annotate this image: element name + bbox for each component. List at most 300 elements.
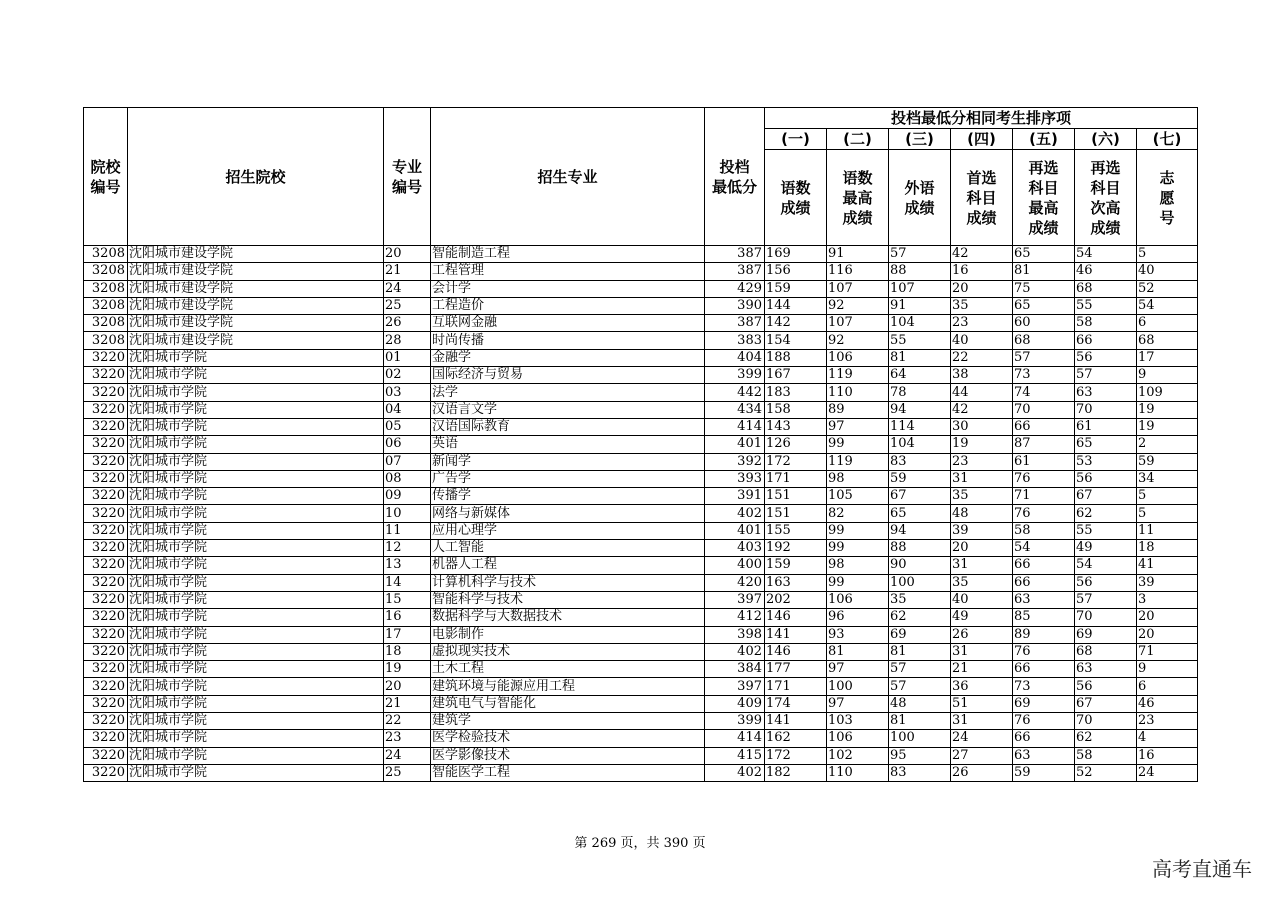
cell-score-2: 102 bbox=[827, 747, 889, 764]
cell-score-6: 56 bbox=[1075, 678, 1137, 695]
cell-score-1: 177 bbox=[765, 661, 827, 678]
cell-score-2: 110 bbox=[827, 384, 889, 401]
cell-major-code: 17 bbox=[384, 626, 431, 643]
cell-major-code: 16 bbox=[384, 609, 431, 626]
cell-school-code: 3220 bbox=[84, 591, 128, 608]
cell-score-6: 68 bbox=[1075, 280, 1137, 297]
cell-score-6: 67 bbox=[1075, 695, 1137, 712]
cell-score-6: 63 bbox=[1075, 384, 1137, 401]
header-sub-num: (三) bbox=[889, 129, 951, 150]
cell-score-1: 155 bbox=[765, 522, 827, 539]
cell-major-code: 08 bbox=[384, 470, 431, 487]
cell-min-score: 414 bbox=[705, 418, 765, 435]
table-row bbox=[84, 436, 1198, 453]
cell-min-score: 403 bbox=[705, 540, 765, 557]
cell-major-name: 互联网金融 bbox=[431, 315, 705, 332]
cell-school-code: 3220 bbox=[84, 505, 128, 522]
cell-score-4: 44 bbox=[951, 384, 1013, 401]
cell-major-code: 01 bbox=[384, 349, 431, 366]
cell-score-7: 19 bbox=[1137, 401, 1198, 418]
cell-score-5: 81 bbox=[1013, 263, 1075, 280]
cell-score-6: 67 bbox=[1075, 488, 1137, 505]
cell-score-3: 104 bbox=[889, 315, 951, 332]
table-row bbox=[84, 574, 1198, 591]
cell-major-name: 计算机科学与技术 bbox=[431, 574, 705, 591]
cell-score-6: 68 bbox=[1075, 643, 1137, 660]
cell-score-4: 23 bbox=[951, 315, 1013, 332]
cell-major-code: 10 bbox=[384, 505, 431, 522]
cell-score-3: 64 bbox=[889, 367, 951, 384]
cell-major-name: 建筑学 bbox=[431, 713, 705, 730]
cell-score-6: 63 bbox=[1075, 661, 1137, 678]
cell-min-score: 415 bbox=[705, 747, 765, 764]
cell-score-7: 23 bbox=[1137, 713, 1198, 730]
cell-school-name: 沈阳城市学院 bbox=[128, 418, 384, 435]
cell-min-score: 442 bbox=[705, 384, 765, 401]
cell-school-name: 沈阳城市学院 bbox=[128, 678, 384, 695]
cell-school-code: 3220 bbox=[84, 470, 128, 487]
cell-score-3: 95 bbox=[889, 747, 951, 764]
cell-score-3: 94 bbox=[889, 401, 951, 418]
cell-major-code: 07 bbox=[384, 453, 431, 470]
cell-score-7: 17 bbox=[1137, 349, 1198, 366]
cell-score-4: 26 bbox=[951, 626, 1013, 643]
cell-min-score: 409 bbox=[705, 695, 765, 712]
cell-score-4: 27 bbox=[951, 747, 1013, 764]
table-row bbox=[84, 315, 1198, 332]
cell-score-6: 70 bbox=[1075, 609, 1137, 626]
cell-score-4: 40 bbox=[951, 332, 1013, 349]
cell-major-code: 21 bbox=[384, 695, 431, 712]
cell-score-4: 31 bbox=[951, 643, 1013, 660]
cell-score-3: 35 bbox=[889, 591, 951, 608]
cell-school-code: 3208 bbox=[84, 332, 128, 349]
header-major-name: 招生专业 bbox=[431, 108, 705, 246]
cell-school-code: 3220 bbox=[84, 488, 128, 505]
cell-school-code: 3208 bbox=[84, 297, 128, 314]
cell-score-3: 48 bbox=[889, 695, 951, 712]
cell-major-name: 虚拟现实技术 bbox=[431, 643, 705, 660]
cell-min-score: 414 bbox=[705, 730, 765, 747]
table-row bbox=[84, 713, 1198, 730]
cell-score-7: 3 bbox=[1137, 591, 1198, 608]
cell-score-1: 188 bbox=[765, 349, 827, 366]
cell-score-4: 19 bbox=[951, 436, 1013, 453]
cell-score-3: 59 bbox=[889, 470, 951, 487]
cell-score-7: 71 bbox=[1137, 643, 1198, 660]
cell-score-1: 159 bbox=[765, 280, 827, 297]
table-row bbox=[84, 246, 1198, 263]
cell-score-2: 99 bbox=[827, 540, 889, 557]
cell-score-1: 162 bbox=[765, 730, 827, 747]
cell-score-6: 53 bbox=[1075, 453, 1137, 470]
cell-score-4: 16 bbox=[951, 263, 1013, 280]
cell-score-1: 172 bbox=[765, 747, 827, 764]
cell-score-1: 146 bbox=[765, 609, 827, 626]
cell-score-4: 20 bbox=[951, 540, 1013, 557]
cell-school-code: 3220 bbox=[84, 574, 128, 591]
cell-score-6: 52 bbox=[1075, 764, 1137, 781]
cell-score-5: 76 bbox=[1013, 505, 1075, 522]
cell-score-5: 75 bbox=[1013, 280, 1075, 297]
cell-min-score: 393 bbox=[705, 470, 765, 487]
cell-major-code: 24 bbox=[384, 280, 431, 297]
cell-score-4: 40 bbox=[951, 591, 1013, 608]
cell-school-name: 沈阳城市学院 bbox=[128, 557, 384, 574]
cell-major-name: 会计学 bbox=[431, 280, 705, 297]
cell-score-2: 119 bbox=[827, 453, 889, 470]
cell-score-7: 6 bbox=[1137, 678, 1198, 695]
cell-score-6: 56 bbox=[1075, 470, 1137, 487]
table-row bbox=[84, 297, 1198, 314]
cell-major-name: 时尚传播 bbox=[431, 332, 705, 349]
cell-score-3: 65 bbox=[889, 505, 951, 522]
cell-min-score: 412 bbox=[705, 609, 765, 626]
cell-major-code: 21 bbox=[384, 263, 431, 280]
cell-min-score: 420 bbox=[705, 574, 765, 591]
cell-score-5: 61 bbox=[1013, 453, 1075, 470]
cell-school-name: 沈阳城市学院 bbox=[128, 522, 384, 539]
cell-score-5: 58 bbox=[1013, 522, 1075, 539]
cell-major-code: 04 bbox=[384, 401, 431, 418]
cell-score-7: 20 bbox=[1137, 626, 1198, 643]
cell-score-1: 158 bbox=[765, 401, 827, 418]
table-row bbox=[84, 678, 1198, 695]
cell-score-3: 83 bbox=[889, 453, 951, 470]
cell-school-code: 3208 bbox=[84, 280, 128, 297]
cell-score-4: 31 bbox=[951, 470, 1013, 487]
header-sub-num: (二) bbox=[827, 129, 889, 150]
cell-score-3: 81 bbox=[889, 349, 951, 366]
cell-major-code: 14 bbox=[384, 574, 431, 591]
cell-score-2: 107 bbox=[827, 280, 889, 297]
cell-major-name: 电影制作 bbox=[431, 626, 705, 643]
cell-score-6: 54 bbox=[1075, 246, 1137, 263]
header-sub-label: 再选 科目 次高 成绩 bbox=[1075, 150, 1137, 246]
cell-score-6: 69 bbox=[1075, 626, 1137, 643]
cell-school-code: 3220 bbox=[84, 747, 128, 764]
table-row bbox=[84, 367, 1198, 384]
cell-major-name: 工程管理 bbox=[431, 263, 705, 280]
header-sub-label: 语数 最高 成绩 bbox=[827, 150, 889, 246]
cell-min-score: 402 bbox=[705, 505, 765, 522]
cell-score-4: 31 bbox=[951, 557, 1013, 574]
cell-score-7: 2 bbox=[1137, 436, 1198, 453]
cell-score-3: 114 bbox=[889, 418, 951, 435]
cell-major-code: 13 bbox=[384, 557, 431, 574]
cell-min-score: 400 bbox=[705, 557, 765, 574]
cell-school-code: 3220 bbox=[84, 436, 128, 453]
cell-score-3: 104 bbox=[889, 436, 951, 453]
cell-school-name: 沈阳城市学院 bbox=[128, 540, 384, 557]
cell-score-7: 39 bbox=[1137, 574, 1198, 591]
cell-score-1: 154 bbox=[765, 332, 827, 349]
cell-score-1: 182 bbox=[765, 764, 827, 781]
cell-score-3: 78 bbox=[889, 384, 951, 401]
cell-score-1: 143 bbox=[765, 418, 827, 435]
table-row bbox=[84, 349, 1198, 366]
cell-major-code: 12 bbox=[384, 540, 431, 557]
cell-score-7: 5 bbox=[1137, 488, 1198, 505]
header-sub-num: (一) bbox=[765, 129, 827, 150]
cell-score-6: 57 bbox=[1075, 591, 1137, 608]
cell-min-score: 401 bbox=[705, 522, 765, 539]
cell-school-code: 3220 bbox=[84, 367, 128, 384]
cell-score-6: 55 bbox=[1075, 297, 1137, 314]
cell-score-2: 103 bbox=[827, 713, 889, 730]
cell-score-4: 51 bbox=[951, 695, 1013, 712]
table-row bbox=[84, 280, 1198, 297]
cell-major-code: 03 bbox=[384, 384, 431, 401]
cell-score-3: 94 bbox=[889, 522, 951, 539]
cell-score-3: 67 bbox=[889, 488, 951, 505]
cell-score-5: 54 bbox=[1013, 540, 1075, 557]
header-min-score: 投档 最低分 bbox=[705, 108, 765, 246]
cell-score-7: 46 bbox=[1137, 695, 1198, 712]
cell-score-4: 38 bbox=[951, 367, 1013, 384]
cell-score-2: 116 bbox=[827, 263, 889, 280]
table-header bbox=[84, 108, 1198, 246]
cell-score-2: 106 bbox=[827, 730, 889, 747]
cell-score-6: 70 bbox=[1075, 713, 1137, 730]
cell-score-2: 106 bbox=[827, 591, 889, 608]
header-school-name: 招生院校 bbox=[128, 108, 384, 246]
cell-school-name: 沈阳城市建设学院 bbox=[128, 315, 384, 332]
cell-major-name: 汉语国际教育 bbox=[431, 418, 705, 435]
cell-score-4: 35 bbox=[951, 488, 1013, 505]
cell-score-7: 18 bbox=[1137, 540, 1198, 557]
cell-score-1: 151 bbox=[765, 488, 827, 505]
cell-school-name: 沈阳城市学院 bbox=[128, 384, 384, 401]
cell-school-name: 沈阳城市建设学院 bbox=[128, 332, 384, 349]
cell-min-score: 387 bbox=[705, 315, 765, 332]
cell-score-2: 110 bbox=[827, 764, 889, 781]
cell-score-3: 55 bbox=[889, 332, 951, 349]
cell-school-code: 3220 bbox=[84, 557, 128, 574]
header-sub-label: 外语 成绩 bbox=[889, 150, 951, 246]
cell-score-5: 70 bbox=[1013, 401, 1075, 418]
cell-score-3: 88 bbox=[889, 263, 951, 280]
table-row bbox=[84, 453, 1198, 470]
cell-major-name: 土木工程 bbox=[431, 661, 705, 678]
cell-school-code: 3220 bbox=[84, 730, 128, 747]
cell-major-name: 金融学 bbox=[431, 349, 705, 366]
cell-score-1: 171 bbox=[765, 470, 827, 487]
table-row bbox=[84, 591, 1198, 608]
cell-school-code: 3220 bbox=[84, 678, 128, 695]
cell-score-5: 69 bbox=[1013, 695, 1075, 712]
cell-school-code: 3220 bbox=[84, 453, 128, 470]
cell-major-name: 网络与新媒体 bbox=[431, 505, 705, 522]
page-footer: 第 269 页，共 390 页 bbox=[574, 836, 706, 851]
cell-score-5: 66 bbox=[1013, 418, 1075, 435]
cell-score-6: 56 bbox=[1075, 349, 1137, 366]
cell-major-code: 15 bbox=[384, 591, 431, 608]
cell-score-7: 24 bbox=[1137, 764, 1198, 781]
cell-score-4: 49 bbox=[951, 609, 1013, 626]
header-sub-num: (六) bbox=[1075, 129, 1137, 150]
cell-score-7: 109 bbox=[1137, 384, 1198, 401]
cell-major-name: 新闻学 bbox=[431, 453, 705, 470]
cell-score-6: 62 bbox=[1075, 730, 1137, 747]
cell-score-5: 73 bbox=[1013, 367, 1075, 384]
cell-score-5: 57 bbox=[1013, 349, 1075, 366]
cell-school-name: 沈阳城市学院 bbox=[128, 436, 384, 453]
cell-school-name: 沈阳城市学院 bbox=[128, 591, 384, 608]
cell-school-name: 沈阳城市建设学院 bbox=[128, 263, 384, 280]
cell-score-1: 192 bbox=[765, 540, 827, 557]
watermark-text: 高考直通车 bbox=[1152, 857, 1252, 881]
cell-major-code: 19 bbox=[384, 661, 431, 678]
cell-score-4: 31 bbox=[951, 713, 1013, 730]
cell-major-code: 09 bbox=[384, 488, 431, 505]
cell-score-7: 4 bbox=[1137, 730, 1198, 747]
cell-score-3: 57 bbox=[889, 246, 951, 263]
cell-score-2: 97 bbox=[827, 418, 889, 435]
cell-score-2: 99 bbox=[827, 522, 889, 539]
cell-major-name: 医学影像技术 bbox=[431, 747, 705, 764]
cell-score-6: 70 bbox=[1075, 401, 1137, 418]
cell-score-4: 26 bbox=[951, 764, 1013, 781]
table-row bbox=[84, 643, 1198, 660]
cell-score-1: 172 bbox=[765, 453, 827, 470]
cell-school-code: 3208 bbox=[84, 315, 128, 332]
cell-major-code: 02 bbox=[384, 367, 431, 384]
cell-major-code: 05 bbox=[384, 418, 431, 435]
cell-school-code: 3220 bbox=[84, 764, 128, 781]
table-row bbox=[84, 764, 1198, 781]
cell-score-1: 141 bbox=[765, 626, 827, 643]
cell-score-6: 65 bbox=[1075, 436, 1137, 453]
cell-school-name: 沈阳城市学院 bbox=[128, 661, 384, 678]
cell-score-7: 6 bbox=[1137, 315, 1198, 332]
cell-school-name: 沈阳城市学院 bbox=[128, 609, 384, 626]
cell-school-code: 3220 bbox=[84, 661, 128, 678]
cell-score-5: 74 bbox=[1013, 384, 1075, 401]
cell-school-name: 沈阳城市学院 bbox=[128, 349, 384, 366]
header-school-code: 院校 编号 bbox=[84, 108, 128, 246]
cell-major-name: 汉语言文学 bbox=[431, 401, 705, 418]
cell-score-1: 171 bbox=[765, 678, 827, 695]
cell-score-5: 65 bbox=[1013, 297, 1075, 314]
cell-score-4: 30 bbox=[951, 418, 1013, 435]
table-body bbox=[84, 246, 1198, 782]
cell-score-1: 151 bbox=[765, 505, 827, 522]
cell-score-3: 91 bbox=[889, 297, 951, 314]
cell-score-6: 57 bbox=[1075, 367, 1137, 384]
cell-major-code: 06 bbox=[384, 436, 431, 453]
cell-major-name: 智能制造工程 bbox=[431, 246, 705, 263]
cell-min-score: 384 bbox=[705, 661, 765, 678]
cell-major-name: 广告学 bbox=[431, 470, 705, 487]
cell-score-4: 42 bbox=[951, 246, 1013, 263]
cell-major-name: 智能医学工程 bbox=[431, 764, 705, 781]
cell-score-5: 60 bbox=[1013, 315, 1075, 332]
cell-score-2: 99 bbox=[827, 436, 889, 453]
header-sub-label: 志 愿 号 bbox=[1137, 150, 1198, 246]
cell-score-4: 35 bbox=[951, 574, 1013, 591]
table-row bbox=[84, 540, 1198, 557]
cell-school-code: 3220 bbox=[84, 384, 128, 401]
cell-min-score: 401 bbox=[705, 436, 765, 453]
cell-score-2: 91 bbox=[827, 246, 889, 263]
cell-score-5: 89 bbox=[1013, 626, 1075, 643]
cell-major-code: 23 bbox=[384, 730, 431, 747]
cell-score-3: 88 bbox=[889, 540, 951, 557]
cell-school-code: 3220 bbox=[84, 349, 128, 366]
table-row bbox=[84, 609, 1198, 626]
cell-score-7: 9 bbox=[1137, 367, 1198, 384]
cell-score-1: 159 bbox=[765, 557, 827, 574]
cell-score-7: 20 bbox=[1137, 609, 1198, 626]
cell-school-code: 3220 bbox=[84, 713, 128, 730]
cell-score-3: 69 bbox=[889, 626, 951, 643]
cell-major-name: 人工智能 bbox=[431, 540, 705, 557]
header-sub-label: 首选 科目 成绩 bbox=[951, 150, 1013, 246]
cell-major-code: 20 bbox=[384, 246, 431, 263]
table-row bbox=[84, 626, 1198, 643]
cell-score-1: 169 bbox=[765, 246, 827, 263]
cell-score-7: 40 bbox=[1137, 263, 1198, 280]
cell-score-3: 81 bbox=[889, 713, 951, 730]
cell-school-name: 沈阳城市学院 bbox=[128, 730, 384, 747]
cell-score-7: 5 bbox=[1137, 505, 1198, 522]
cell-score-1: 183 bbox=[765, 384, 827, 401]
cell-school-code: 3220 bbox=[84, 540, 128, 557]
cell-major-code: 28 bbox=[384, 332, 431, 349]
cell-score-7: 19 bbox=[1137, 418, 1198, 435]
cell-school-name: 沈阳城市学院 bbox=[128, 488, 384, 505]
cell-score-7: 41 bbox=[1137, 557, 1198, 574]
table-row bbox=[84, 505, 1198, 522]
table-row bbox=[84, 332, 1198, 349]
cell-score-4: 39 bbox=[951, 522, 1013, 539]
cell-min-score: 429 bbox=[705, 280, 765, 297]
cell-score-3: 100 bbox=[889, 730, 951, 747]
cell-score-5: 68 bbox=[1013, 332, 1075, 349]
cell-school-code: 3220 bbox=[84, 626, 128, 643]
cell-major-name: 传播学 bbox=[431, 488, 705, 505]
cell-major-name: 英语 bbox=[431, 436, 705, 453]
cell-score-2: 81 bbox=[827, 643, 889, 660]
cell-score-2: 92 bbox=[827, 332, 889, 349]
cell-score-5: 73 bbox=[1013, 678, 1075, 695]
cell-major-code: 25 bbox=[384, 297, 431, 314]
cell-score-4: 42 bbox=[951, 401, 1013, 418]
table-row bbox=[84, 418, 1198, 435]
table-row bbox=[84, 695, 1198, 712]
cell-major-name: 工程造价 bbox=[431, 297, 705, 314]
table-row bbox=[84, 522, 1198, 539]
cell-score-5: 76 bbox=[1013, 713, 1075, 730]
header-sub-num: (五) bbox=[1013, 129, 1075, 150]
cell-min-score: 392 bbox=[705, 453, 765, 470]
cell-score-5: 87 bbox=[1013, 436, 1075, 453]
cell-school-name: 沈阳城市学院 bbox=[128, 574, 384, 591]
cell-school-code: 3208 bbox=[84, 263, 128, 280]
cell-score-4: 36 bbox=[951, 678, 1013, 695]
cell-score-2: 92 bbox=[827, 297, 889, 314]
cell-school-name: 沈阳城市建设学院 bbox=[128, 280, 384, 297]
cell-score-5: 76 bbox=[1013, 643, 1075, 660]
cell-score-6: 55 bbox=[1075, 522, 1137, 539]
cell-score-3: 107 bbox=[889, 280, 951, 297]
admission-table bbox=[83, 107, 1198, 782]
cell-min-score: 404 bbox=[705, 349, 765, 366]
table-row bbox=[84, 557, 1198, 574]
cell-min-score: 391 bbox=[705, 488, 765, 505]
cell-score-6: 49 bbox=[1075, 540, 1137, 557]
